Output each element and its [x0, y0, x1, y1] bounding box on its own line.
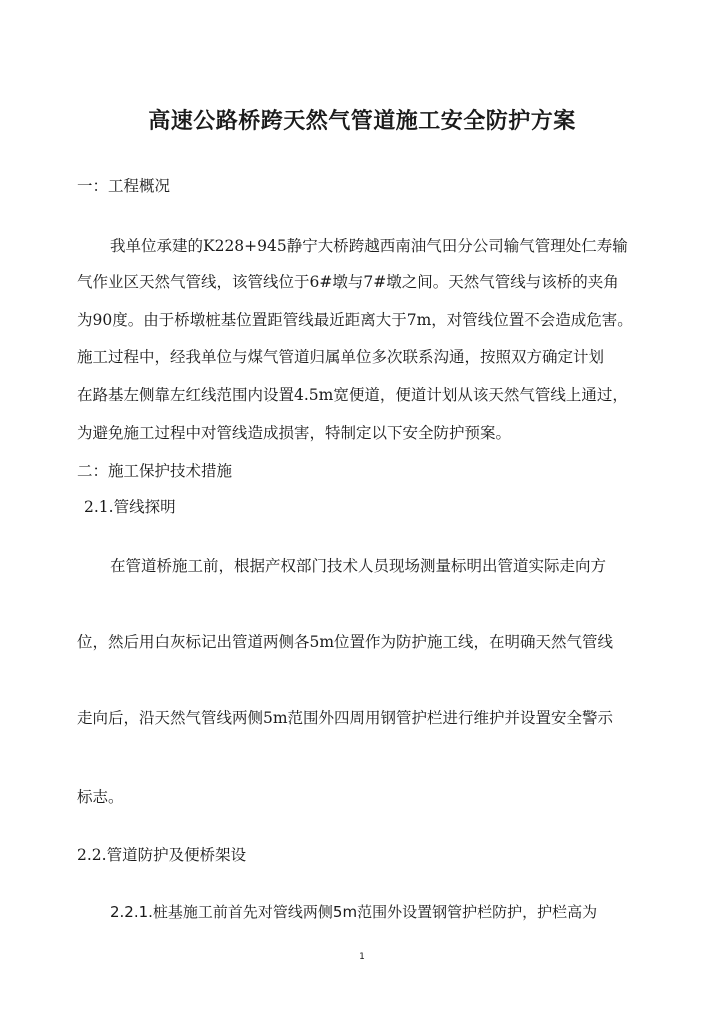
section-1-heading: 一：工程概况 — [77, 177, 171, 195]
subsection-2-1-heading: 2.1.管线探明 — [84, 498, 176, 516]
paragraph-line: 标志。 — [77, 788, 124, 806]
paragraph-line: 施工过程中，经我单位与煤气管道归属单位多次联系沟通，按照双方确定计划 — [77, 348, 605, 366]
document-title: 高速公路桥跨天然气管道施工安全防护方案 — [148, 108, 576, 134]
paragraph-line: 走向后，沿天然气管线两侧5m范围外四周用钢管护栏进行维护并设置安全警示 — [77, 709, 614, 727]
paragraph-line: 气作业区天然气管线，该管线位于6#墩与7#墩之间。天然气管线与该桥的夹角 — [77, 273, 619, 291]
paragraph-line: 我单位承建的K228+945静宁大桥跨越西南油气田分公司输气管理处仁寿输 — [110, 237, 628, 255]
paragraph-line: 为90度。由于桥墩桩基位置距管线最近距离大于7m，对管线位置不会造成危害。 — [77, 311, 633, 329]
paragraph-line: 在管道桥施工前，根据产权部门技术人员现场测量标明出管道实际走向方 — [110, 557, 607, 575]
subsection-2-2-heading: 2.2.管道防护及便桥架设 — [77, 846, 247, 864]
paragraph-line: 在路基左侧靠左红线范围内设置4.5m宽便道，便道计划从该天然气管线上通过， — [77, 386, 628, 404]
paragraph-line: 2.2.1.桩基施工前首先对管线两侧5m范围外设置钢管护栏防护，护栏高为 — [110, 903, 598, 921]
page-number: 1 — [359, 952, 365, 962]
section-2-heading: 二：施工保护技术措施 — [77, 462, 233, 480]
paragraph-line: 位，然后用白灰标记出管道两侧各5m位置作为防护施工线，在明确天然气管线 — [77, 633, 614, 651]
paragraph-line: 为避免施工过程中对管线造成损害，特制定以下安全防护预案。 — [77, 424, 512, 442]
